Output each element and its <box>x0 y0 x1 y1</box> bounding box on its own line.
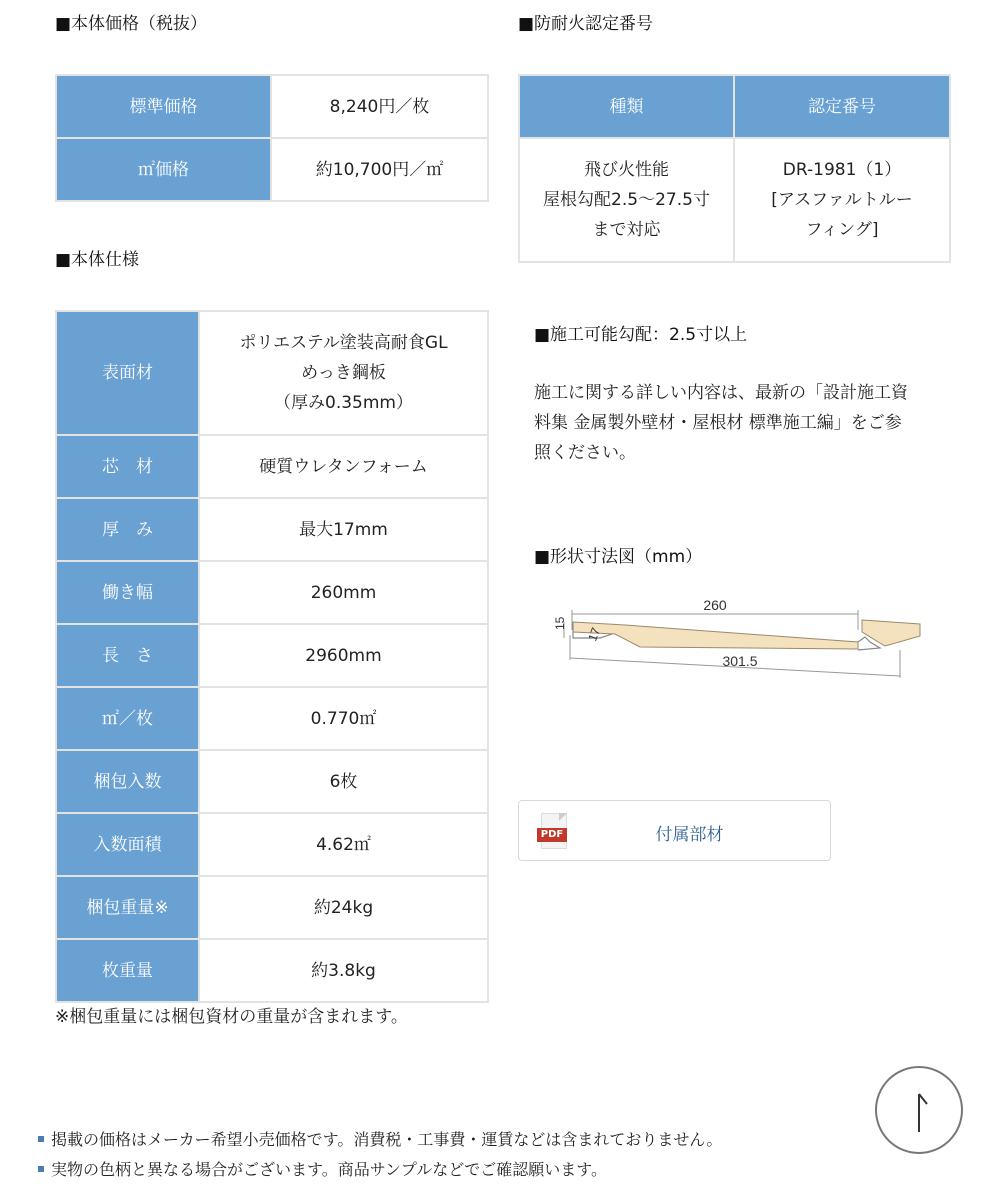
spec-value: 260mm <box>199 561 488 624</box>
spec-row <box>56 687 488 750</box>
fire-type <box>519 138 734 262</box>
slope-heading: ■施工可能勾配：2.5寸以上 <box>534 325 748 345</box>
fire-heading: ■防耐火認定番号 <box>518 14 654 34</box>
price-value: 8,240円／枚 <box>271 75 488 138</box>
fire-col-type: 種類 <box>519 75 734 138</box>
spec-label: 入数面積 <box>56 813 199 876</box>
accessories-pdf-button[interactable] <box>518 800 831 861</box>
spec-value: 最大17mm <box>199 498 488 561</box>
svg-text:15: 15 <box>553 616 567 630</box>
spec-label: 表面材 <box>56 311 199 435</box>
fire-number-line: [アスファルトルー <box>771 190 913 210</box>
spec-footnote: ※梱包重量には梱包資材の重量が含まれます。 <box>55 1007 408 1027</box>
description-line: 施工に関する詳しい内容は、最新の「設計施工資 <box>534 383 908 403</box>
spec-label: 厚 み <box>56 498 199 561</box>
spec-label: 長 さ <box>56 624 199 687</box>
spec-row <box>56 876 488 939</box>
fire-type-line: 飛び火性能 <box>584 160 669 180</box>
diagram-heading: ■形状寸法図（mm） <box>534 547 703 567</box>
spec-value: 6枚 <box>199 750 488 813</box>
svg-text:260: 260 <box>703 597 727 613</box>
spec-value-line: （厚み0.35mm） <box>274 393 413 413</box>
price-row <box>56 75 488 138</box>
fire-col-number: 認定番号 <box>734 75 950 138</box>
spec-label: 枚重量 <box>56 939 199 1002</box>
spec-row <box>56 498 488 561</box>
fire-row <box>519 138 950 262</box>
price-heading: ■本体価格（税抜） <box>55 14 208 34</box>
fire-number <box>734 138 950 262</box>
fire-header-row <box>519 75 950 138</box>
spec-value <box>199 311 488 435</box>
fire-table <box>518 74 951 263</box>
price-row <box>56 138 488 201</box>
note-item <box>38 1157 607 1180</box>
fire-type-line: まで対応 <box>592 220 661 240</box>
spec-row <box>56 750 488 813</box>
spec-value-line: ポリエステル塗装高耐食GL <box>239 333 448 353</box>
svg-text:17: 17 <box>585 625 604 644</box>
spec-row <box>56 561 488 624</box>
fire-number-line: フィング] <box>805 220 879 240</box>
bullet-icon <box>38 1136 44 1142</box>
spec-label: ㎡／枚 <box>56 687 199 750</box>
price-label: 標準価格 <box>56 75 271 138</box>
spec-value: 硬質ウレタンフォーム <box>199 435 488 498</box>
spec-value: 約3.8kg <box>199 939 488 1002</box>
bullet-icon <box>38 1166 44 1172</box>
spec-row <box>56 939 488 1002</box>
pdf-file-icon: PDF <box>537 813 571 849</box>
description-line: 照ください。 <box>534 443 636 463</box>
arrow-up-icon <box>877 1068 961 1152</box>
spec-row <box>56 813 488 876</box>
note-text: 掲載の価格はメーカー希望小売価格です。消費税・工事費・運賃などは含まれておりません。 <box>51 1130 723 1149</box>
spec-value: 4.62㎡ <box>199 813 488 876</box>
spec-heading: ■本体仕様 <box>55 250 140 270</box>
spec-value: 約24kg <box>199 876 488 939</box>
note-text: 実物の色柄と異なる場合がございます。商品サンプルなどでご確認願います。 <box>51 1160 608 1179</box>
spec-label: 芯 材 <box>56 435 199 498</box>
spec-value-line: めっき鋼板 <box>301 363 386 383</box>
spec-value: 0.770㎡ <box>199 687 488 750</box>
spec-row <box>56 435 488 498</box>
fire-number-line: DR-1981（1） <box>782 160 902 180</box>
price-value: 約10,700円／㎡ <box>271 138 488 201</box>
spec-value: 2960mm <box>199 624 488 687</box>
description-line: 料集 金属製外壁材・屋根材 標準施工編」をご参 <box>534 413 902 433</box>
spec-table <box>55 310 489 1003</box>
spec-label: 梱包入数 <box>56 750 199 813</box>
fire-type-line: 屋根勾配2.5〜27.5寸 <box>543 190 710 210</box>
panel-dimension-diagram <box>540 590 930 690</box>
price-table <box>55 74 489 202</box>
note-item <box>38 1127 722 1150</box>
spec-row <box>56 311 488 435</box>
spec-label: 働き幅 <box>56 561 199 624</box>
back-to-top-button[interactable] <box>875 1066 963 1154</box>
slope-description <box>534 378 954 468</box>
pdf-button-label: 付属部材 <box>655 825 724 845</box>
spec-label: 梱包重量※ <box>56 876 199 939</box>
spec-row <box>56 624 488 687</box>
price-label: ㎡価格 <box>56 138 271 201</box>
svg-text:301.5: 301.5 <box>722 653 758 669</box>
